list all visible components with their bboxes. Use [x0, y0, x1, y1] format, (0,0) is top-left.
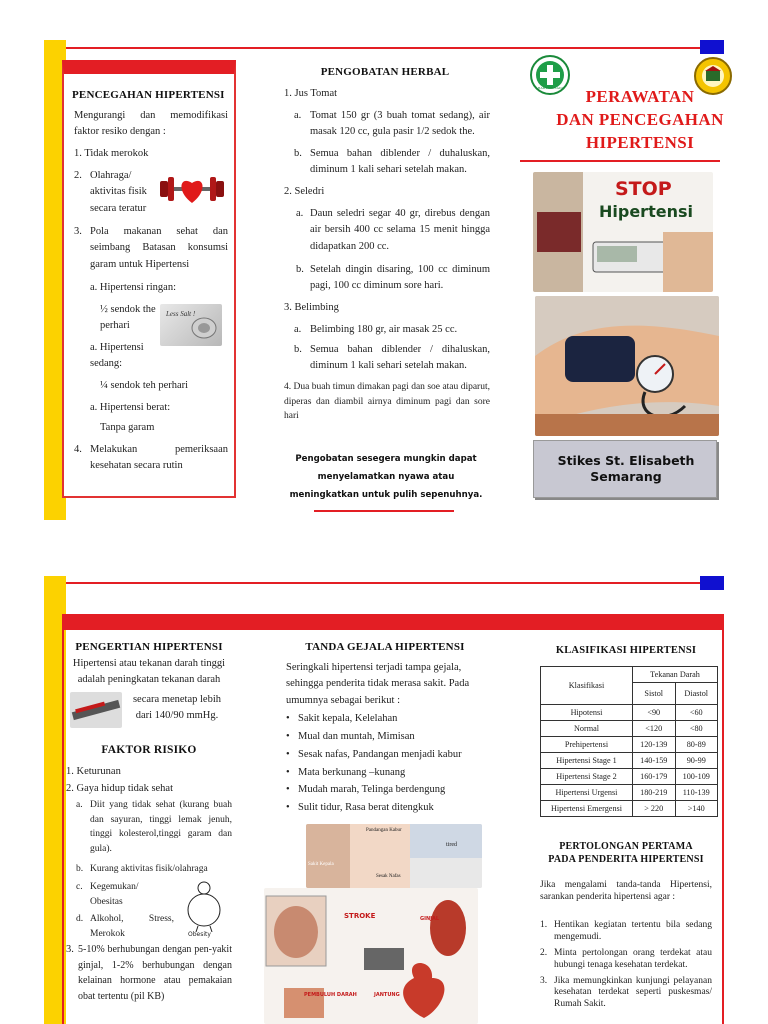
klas-row — [541, 721, 718, 737]
pertolongan-title-line-1: PERTOLONGAN PERTAMA — [559, 841, 693, 852]
herbal-title: PENGOBATAN HERBAL — [320, 66, 450, 78]
blood-pressure-photo — [535, 296, 719, 436]
herbal-1b-text: Semua bahan diblender / duhaluskan, diminum 1 kali sehari setelah makan. — [310, 148, 490, 176]
pencegahan-title: PENCEGAHAN HIPERTENSI — [72, 89, 225, 101]
institution-line-1: Stikes St. Elisabeth — [557, 453, 695, 468]
gejala-item — [286, 799, 490, 817]
complication-collage — [264, 888, 478, 1024]
herbal-section-3: 3. Belimbing — [284, 302, 339, 313]
faktor-title: FAKTOR RISIKO — [101, 744, 197, 756]
klas-cell-sistol: 140-159 — [633, 753, 676, 769]
collage-ginjal-label: GINJAL — [420, 916, 440, 922]
pertolongan-item — [540, 976, 712, 1012]
hipertensi-berat-label: a. Hipertensi berat: — [90, 402, 171, 413]
klasifikasi-table — [540, 666, 718, 817]
faktor-b-letter: b. — [76, 864, 84, 874]
pencegahan-item-2-text: Olahraga/ aktivitas fisik secara teratur — [90, 170, 147, 214]
symptom-collage-top — [306, 824, 482, 888]
klas-cell-name: Hipotensi — [541, 705, 633, 721]
herbal-1a-text: Tomat 150 gr (3 buah tomat sedang), air masak 120 cc, gula pasir 1/2 sedok the. — [310, 110, 490, 138]
klas-cell-diastol: 90-99 — [675, 753, 718, 769]
herbal-section-2: 2. Seledri — [284, 186, 325, 197]
institution-box — [533, 440, 717, 498]
hipertensi-ringan-value: ½ sendok the perhari — [100, 304, 156, 332]
collage-jantung-label: JANTUNG — [374, 992, 400, 998]
faktor-item-3-text: 5-10% berhubungan dengan pen-yakit ginjal, 1-2% berhubungan dengan kelainan hormone atau pemakaian obat tertentu (pil KB) — [78, 944, 232, 1002]
cover-title-line-1: PERAWATAN — [585, 87, 695, 106]
bullet-icon: • — [286, 784, 290, 796]
bullet-icon: • — [286, 730, 290, 742]
gejala-item — [286, 728, 490, 746]
blue-corner — [700, 40, 724, 54]
klas-row — [541, 705, 718, 721]
klas-cell-diastol: <60 — [675, 705, 718, 721]
klas-header-diastol: Diastol — [675, 683, 718, 705]
hipertensi-sedang-label: a. Hipertensi sedang: — [90, 342, 144, 370]
gejala-item — [286, 746, 490, 764]
faktor-a-letter: a. — [76, 800, 83, 810]
gejala-item-text: Mual dan muntah, Mimisan — [298, 730, 415, 742]
cover-red-line — [520, 160, 720, 162]
dumbbell-heart-image — [158, 163, 228, 213]
gejala-item-text: Sulit tidur, Rasa berat ditengkuk — [298, 802, 434, 814]
klas-header-sistol: Sistol — [633, 683, 676, 705]
herbal-1b-letter: b. — [294, 148, 302, 159]
herbal-2a-letter: a. — [296, 208, 304, 219]
hipertensi-berat-value: Tanpa garam — [100, 422, 155, 433]
pertolongan-item-num: 1. — [540, 920, 548, 930]
pertolongan-item — [540, 948, 712, 972]
klas-cell-name: Hipertensi Stage 1 — [541, 753, 633, 769]
pencegahan-item-4-text: Melakukan pemeriksaan kesehatan secara rutin — [90, 444, 228, 472]
faktor-d-letter: d. — [76, 914, 84, 924]
faktor-c-letter: c. — [76, 882, 83, 892]
gejala-item — [286, 710, 490, 728]
faktor-item-2: 2. Gaya hidup tidak sehat — [66, 783, 174, 794]
klas-header-tekanan: Tekanan Darah — [633, 667, 718, 683]
herbal-2b-text: Setelah dingin disaring, 100 cc diminum pagi, 100 cc diminum sore hari. — [310, 264, 490, 292]
collage-stroke-label: STROKE — [344, 912, 376, 920]
pertolongan-item — [540, 920, 712, 944]
klas-cell-diastol: 110-139 — [675, 785, 718, 801]
herbal-1a-letter: a. — [294, 110, 302, 121]
klas-row — [541, 737, 718, 753]
hipertensi-ringan-label: a. Hipertensi ringan: — [90, 282, 177, 293]
pertolongan-item-text: Jika memungkinkan kunjungi pelayanan kesehatan terdekat seperti puskesmas/ Rumah Sakit. — [554, 975, 712, 1010]
klas-cell-diastol: <80 — [675, 721, 718, 737]
collage-label-3: tired — [446, 842, 457, 848]
pengertian-title: PENGERTIAN HIPERTENSI — [75, 641, 223, 653]
herbal-2b-letter: b. — [296, 264, 304, 275]
klas-cell-name: Hipertensi Urgensi — [541, 785, 633, 801]
bullet-icon: • — [286, 766, 290, 778]
klas-row — [541, 785, 718, 801]
institution-line-2: Semarang — [590, 469, 662, 485]
pertolongan-item-text: Hentikan kegiatan tertentu bila sedang mengemudi. — [554, 920, 712, 942]
pertolongan-intro: Jika mengalami tanda-tanda Hipertensi, sarankan penderita hipertensi agar : — [540, 880, 712, 902]
klas-row — [541, 753, 718, 769]
herbal-section-4: 4. Dua buah timun dimakan pagi dan soe atau diparut, diperas dan diambil airnya diminum pagi dan sore hari — [284, 382, 490, 422]
collage-label-2: Pandangan Kabur — [366, 828, 402, 833]
klasifikasi-title: KLASIFIKASI HIPERTENSI — [555, 645, 697, 656]
hipertensi-sedang-value: ¼ sendok teh perhari — [100, 380, 189, 391]
collage-label-1: Sakit Kepala — [308, 862, 334, 867]
gejala-item — [286, 781, 490, 799]
logo-left-text: BAKTI HUSADA — [537, 86, 565, 90]
obesity-image — [176, 880, 232, 940]
tensimeter-image — [70, 692, 122, 728]
cover-title-line-2: DAN PENCEGAHAN — [556, 109, 724, 129]
klas-row — [541, 769, 718, 785]
hipertensi-text: Hipertensi — [599, 202, 693, 221]
gejala-list — [286, 710, 490, 817]
institution-name — [534, 453, 718, 486]
bullet-icon: • — [286, 713, 290, 724]
pertolongan-item-num: 3. — [540, 975, 548, 986]
pengertian-text-2: secara menetap lebih dari 140/90 mmHg. — [132, 694, 222, 722]
stop-text: STOP — [615, 178, 672, 200]
pencegahan-item-4-num: 4. — [74, 444, 82, 455]
gejala-item-text: Sesak nafas, Pandangan menjadi kabur — [298, 748, 462, 760]
herbal-section-1: 1. Jus Tomat — [284, 88, 338, 99]
cover-title-line-3: HIPERTENSI — [585, 132, 695, 152]
klas-cell-sistol: <90 — [633, 705, 676, 721]
red-top-line — [66, 47, 724, 49]
herbal-underline — [314, 510, 454, 512]
red-header-band — [62, 614, 724, 630]
pencegahan-item-1: 1. Tidak merokok — [74, 148, 149, 159]
salt-shaker-image — [160, 304, 222, 346]
herbal-3a-letter: a. — [294, 324, 302, 335]
stop-hipertensi-photo — [533, 172, 713, 292]
faktor-item-1: 1. Keturunan — [66, 766, 121, 777]
pencegahan-item-3-num: 3. — [74, 226, 82, 237]
klas-header-klasifikasi: Klasifikasi — [541, 667, 633, 705]
faktor-a-text: Diit yang tidak sehat (kurang buah dan sayuran, tinggi lemak jenuh, tinggi kolesterol,tinggi garam dan gula). — [90, 800, 232, 855]
klas-cell-diastol: 100-109 — [675, 769, 718, 785]
obesity-label: Obesity — [188, 931, 211, 938]
pertolongan-list — [540, 920, 712, 1015]
faktor-b-text: Kurang aktivitas fisik/olahraga — [90, 864, 208, 874]
klas-cell-sistol: <120 — [633, 721, 676, 737]
gejala-item-text: Mudah marah, Telinga berdengung — [298, 784, 446, 796]
pertolongan-title — [530, 841, 722, 866]
herbal-2a-text: Daun seledri segar 40 gr, direbus dengan air bersih 400 cc selama 15 menit hingga didapatkan 200 cc. — [310, 208, 490, 252]
pencegahan-intro: Mengurangi dan memodifikasi faktor resiko dengan : — [74, 110, 228, 138]
salt-label: Less Salt ! — [166, 310, 196, 318]
klas-cell-sistol: 120-139 — [633, 737, 676, 753]
bullet-icon: • — [286, 748, 290, 760]
pengertian-text-1: Hipertensi atau tekanan darah tinggi adalah peningkatan tekanan darah — [72, 658, 226, 686]
pencegahan-item-3-text: Pola makanan sehat dan seimbang Batasan konsumsi garam untuk Hipertensi — [90, 226, 228, 270]
faktor-d-text: Alkohol, Stress, Merokok — [90, 914, 174, 939]
klas-cell-name: Prehipertensi — [541, 737, 633, 753]
herbal-quote: Pengobatan sesegera mungkin dapat menyelamatkan nyawa atau meningkatkan untuk pulih sepenuhnya. — [289, 454, 483, 501]
klas-cell-diastol: 80-89 — [675, 737, 718, 753]
collage-pembuluh-label: PEMBULUH DARAH — [304, 992, 357, 998]
klas-row — [541, 801, 718, 817]
bullet-icon: • — [286, 802, 290, 814]
gejala-item-text: Sakit kepala, Kelelahan — [298, 713, 398, 724]
red-top-line-2 — [66, 582, 724, 584]
gejala-title: TANDA GEJALA HIPERTENSI — [305, 641, 465, 653]
gejala-intro: Seringkali hipertensi terjadi tampa gejala, sehingga penderita tidak merasa sakit. Pada umumnya sebagai berikut : — [286, 662, 470, 706]
faktor-item-3-num: 3. — [66, 944, 74, 955]
gejala-item-text: Mata berkunang –kunang — [298, 766, 406, 778]
herbal-3b-text: Semua bahan diblender / dihaluskan, diminum 1 kali sehari setelah makan. — [310, 344, 490, 372]
pertolongan-item-text: Minta pertolongan orang terdekat atau hubungi tenaga kesehatan terdekat. — [554, 947, 712, 970]
klas-cell-name: Hipertensi Stage 2 — [541, 769, 633, 785]
pertolongan-title-line-2: PADA PENDERITA HIPERTENSI — [548, 853, 704, 865]
klas-cell-diastol: >140 — [675, 801, 718, 817]
klas-cell-name: Hipertensi Emergensi — [541, 801, 633, 817]
klas-cell-sistol: 180-219 — [633, 785, 676, 801]
klas-cell-sistol: 160-179 — [633, 769, 676, 785]
pertolongan-item-num: 2. — [540, 947, 548, 958]
herbal-3a-text: Belimbing 180 gr, air masak 25 cc. — [310, 324, 458, 335]
blue-corner-2 — [700, 576, 724, 590]
faktor-c-text: Kegemukan/ Obesitas — [90, 882, 139, 907]
cover-title — [540, 86, 740, 155]
herbal-3b-letter: b. — [294, 344, 302, 355]
collage-label-4: Sesak Nafas — [376, 874, 401, 879]
pencegahan-item-2-num: 2. — [74, 170, 82, 181]
gejala-item — [286, 764, 490, 782]
klas-cell-name: Normal — [541, 721, 633, 737]
klas-cell-sistol: > 220 — [633, 801, 676, 817]
